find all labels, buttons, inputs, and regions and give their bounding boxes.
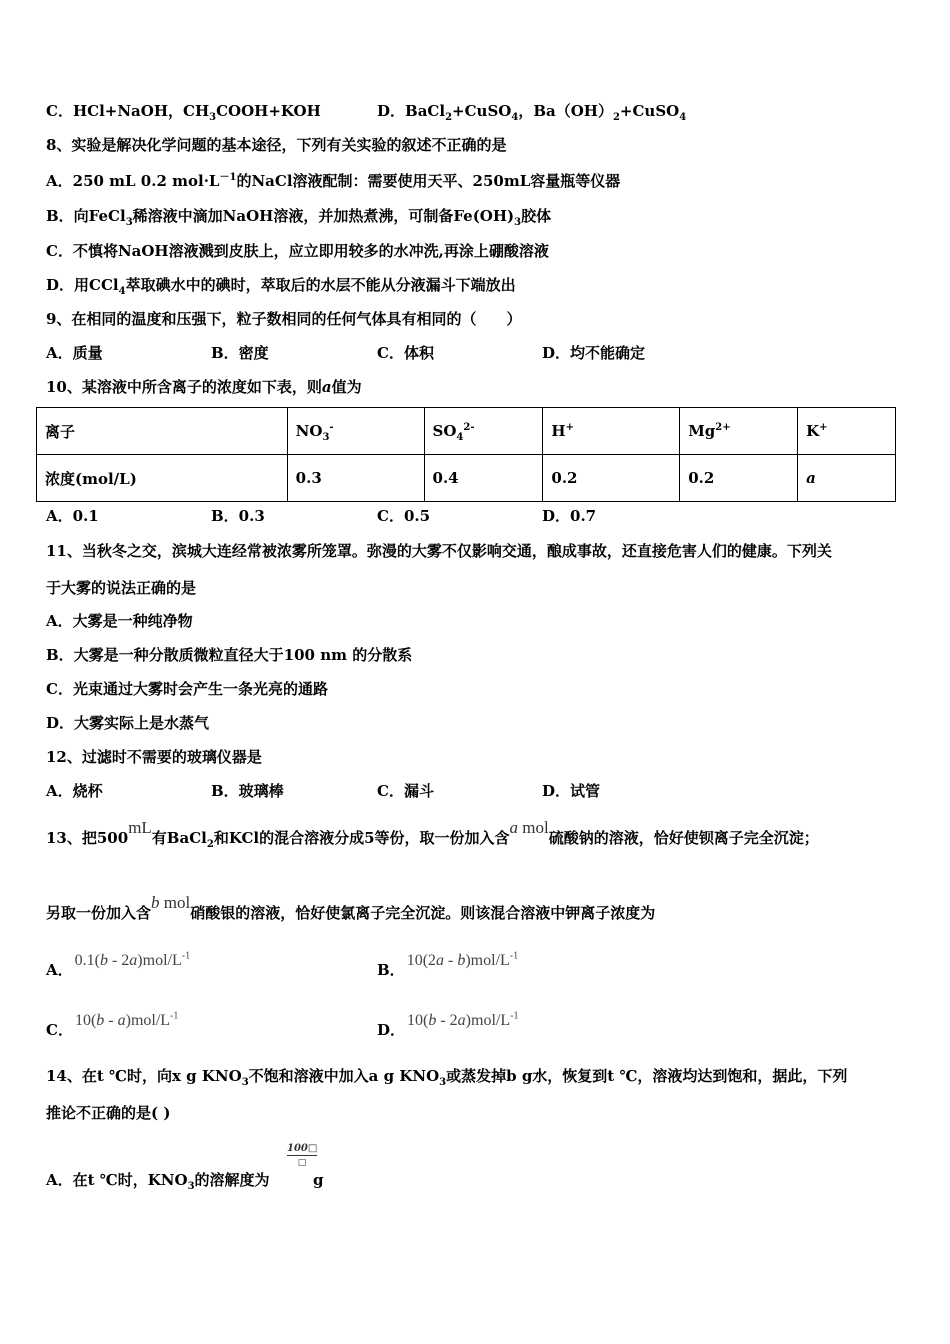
q14-option-a: A．在t ℃时，$KNO_3$的溶解度为 xyxy=(46,1171,270,1192)
q11-option-a: A．大雾是一种纯净物 xyxy=(46,612,193,630)
q7-option-c: C．HCl+NaOH，$CH_3COOH+KOH$ xyxy=(46,102,321,123)
table-cell: $SO_4^{2-}$ xyxy=(424,408,543,455)
table-cell: a xyxy=(798,455,896,502)
q13-option-d: D．$10(b - 2a)mol/L^{-1}$ xyxy=(377,1010,519,1039)
q11-option-b: B．大雾是一种分散质微粒直径大于100 nm 的分散系 xyxy=(46,646,413,664)
q12-option-a: A．烧杯 xyxy=(46,782,103,800)
q10-option-c: C．0.5 xyxy=(377,507,431,525)
q12-option-d: D．试管 xyxy=(542,782,601,800)
q14-stem-line2: 推论不正确的是( ) xyxy=(46,1104,171,1122)
table-header-concentration: 浓度(mol/L) xyxy=(37,455,288,502)
q9-option-b: B．密度 xyxy=(211,344,269,362)
table-cell: H+ xyxy=(543,408,680,455)
q10-option-a: A．0.1 xyxy=(46,507,99,525)
q7-option-d: D．BaCl$_2$+CuSO$_4$，$Ba(OH)_2+CuSO_4$ xyxy=(377,102,687,123)
q11-stem-line2: 于大雾的说法正确的是 xyxy=(46,579,197,597)
q13-option-d-formula: $10(b - 2a)mol/L^{-1}$ xyxy=(407,1010,519,1029)
q11-option-d: D．大雾实际上是水蒸气 xyxy=(46,714,210,732)
q8-option-a: A．250 mL 0.2 $mol\cdot L^{-1}$的NaCl溶液配制：需要使用天平、250mL容量瓶等仪器 xyxy=(46,172,621,190)
table-cell: 0.4 xyxy=(424,455,543,502)
q8-stem: 8、实验是解决化学问题的基本途径，下列有关实验的叙述不正确的是 xyxy=(46,136,507,154)
q9-option-a: A．质量 xyxy=(46,344,103,362)
q14-stem-line1: 14、在t ℃时，向x g $KNO_3$不饱和溶液中加入a g $KNO_3$或蒸发掉b g水，恢复到t ℃，溶液均达到饱和，据此，下列 xyxy=(46,1067,848,1088)
q8-option-c: C．不慎将NaOH溶液溅到皮肤上，应立即用较多的水冲洗,再涂上硼酸溶液 xyxy=(46,242,549,260)
table-cell: 0.2 xyxy=(543,455,680,502)
q12-stem: 12、过滤时不需要的玻璃仪器是 xyxy=(46,748,262,766)
table-cell: 0.2 xyxy=(680,455,798,502)
q13-option-a: A．$0.1(b - 2a)mol/L^{-1}$ xyxy=(46,950,191,979)
q9-option-d: D．均不能确定 xyxy=(542,344,646,362)
q13-option-b: B．$10(2a - b)mol/L^{-1}$ xyxy=(377,950,519,979)
q13-stem-line2: 另取一份加入含b mol硝酸银的溶液，恰好使氯离子完全沉淀。则该混合溶液中钾离子浓度为 xyxy=(46,893,656,922)
q13-option-a-formula: $0.1(b - 2a)mol/L^{-1}$ xyxy=(74,950,191,969)
ion-concentration-table xyxy=(36,407,896,502)
q14-option-a-unit: g xyxy=(313,1171,324,1189)
q14-solubility-fraction: 100□ □ xyxy=(287,1143,318,1168)
table-row xyxy=(37,408,896,455)
table-cell: $Mg^{2+}$ xyxy=(680,408,798,455)
q10-option-d: D．0.7 xyxy=(542,507,597,525)
q13-option-c: C．$10(b - a)mol/L^{-1}$ xyxy=(46,1010,179,1039)
table-header-ion: 离子 xyxy=(37,408,288,455)
table-row xyxy=(37,455,896,502)
q9-stem: 9、在相同的温度和压强下，粒子数相同的任何气体具有相同的（ ） xyxy=(46,310,522,328)
table-cell: K+ xyxy=(798,408,896,455)
q11-stem-line1: 11、当秋冬之交，滨城大连经常被浓雾所笼罩。弥漫的大雾不仅影响交通，酿成事故，还直接危害人们的健康。下列关 xyxy=(46,542,832,560)
q13-option-b-formula: $10(2a - b)mol/L^{-1}$ xyxy=(406,950,519,969)
q10-stem: 10、某溶液中所含离子的浓度如下表，则a值为 xyxy=(46,378,362,396)
q11-option-c: C．光束通过大雾时会产生一条光亮的通路 xyxy=(46,680,328,698)
table-cell: 0.3 xyxy=(287,455,424,502)
q8-option-d: D．用CCl$_4$萃取碘水中的碘时，萃取后的水层不能从分液漏斗下端放出 xyxy=(46,276,516,297)
q10-option-b: B．0.3 xyxy=(211,507,265,525)
q12-option-c: C．漏斗 xyxy=(377,782,434,800)
q8-option-b: B．向FeCl$_3$稀溶液中滴加NaOH溶液，并加热煮沸，可制备$Fe(OH)_3$胶体 xyxy=(46,207,552,228)
q13-option-c-formula: $10(b - a)mol/L^{-1}$ xyxy=(74,1010,179,1029)
q9-option-c: C．体积 xyxy=(377,344,434,362)
q13-stem-line1: 13、把500mL有BaCl$_2$和KCl的混合溶液分成5等份，取一份加入含a mol硫酸钠的溶液，恰好使钡离子完全沉淀； xyxy=(46,818,819,850)
q12-option-b: B．玻璃棒 xyxy=(211,782,284,800)
table-cell: $NO_3^-$ xyxy=(287,408,424,455)
